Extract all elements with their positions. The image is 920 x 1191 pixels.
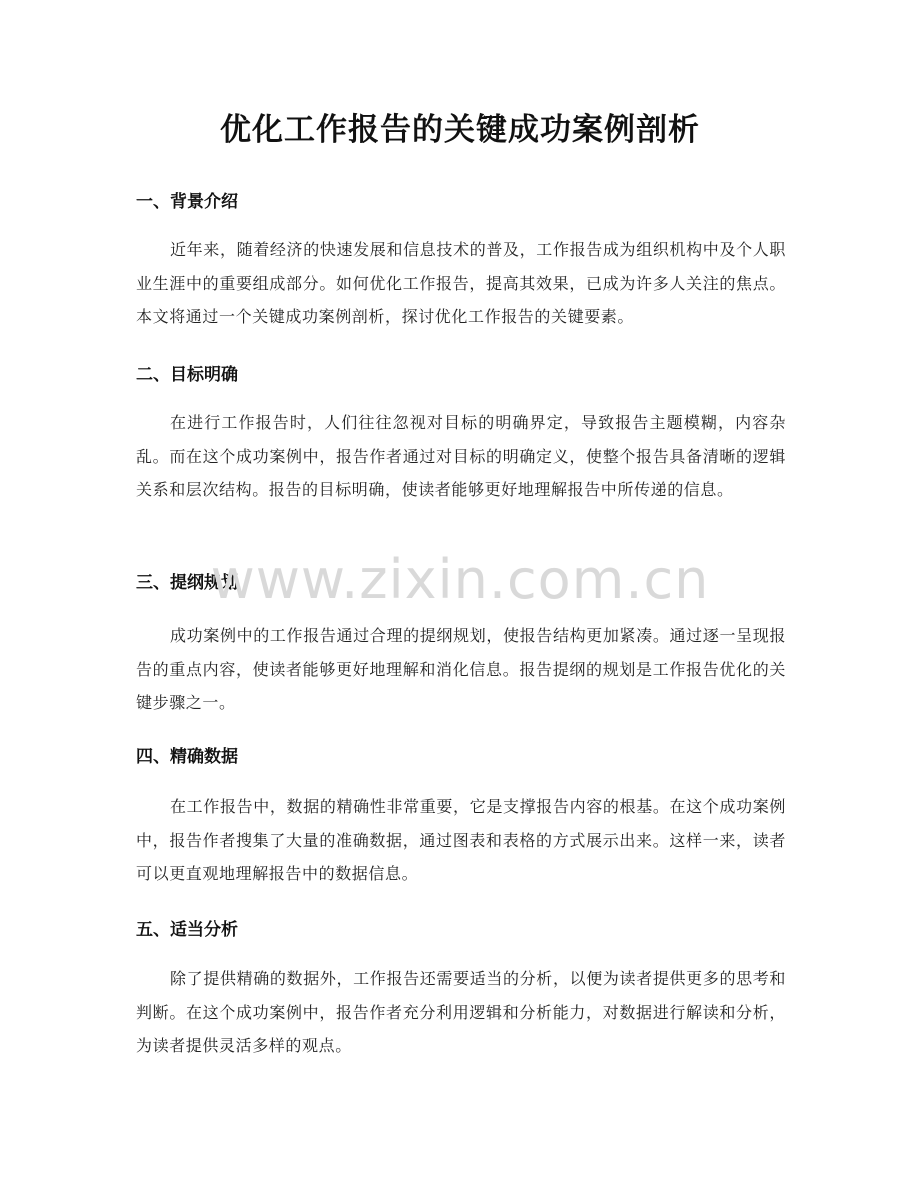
document-title: 优化工作报告的关键成功案例剖析	[220, 112, 700, 148]
section-body-data: 在工作报告中，数据的精确性非常重要，它是支撑报告内容的根基。在这个成功案例中，报告作者搜集了大量的准确数据，通过图表和表格的方式展示出来。这样一来，读者可以更直观地理解报告中的数据信息。	[136, 797, 786, 883]
section-body-outline: 成功案例中的工作报告通过合理的提纲规划，使报告结构更加紧凑。通过逐一呈现报告的重点内容，使读者能够更好地理解和消化信息。报告提纲的规划是工作报告优化的关键步骤之一。	[136, 626, 786, 712]
section-body-background: 近年来，随着经济的快速发展和信息技术的普及，工作报告成为组织机构中及个人职业生涯中的重要组成部分。如何优化工作报告，提高其效果，已成为许多人关注的焦点。本文将通过一个关键成功案例剖析，探讨优化工作报告的关键要素。	[136, 240, 786, 326]
section-body-goals: 在进行工作报告时，人们往往忽视对目标的明确界定，导致报告主题模糊，内容杂乱。而在这个成功案例中，报告作者通过对目标的明确定义，使整个报告具备清晰的逻辑关系和层次结构。报告的目标明确，使读者能够更好地理解报告中所传递的信息。	[136, 413, 786, 499]
section-heading-outline: 三、提纲规划	[136, 573, 238, 593]
section-heading-analysis: 五、适当分析	[136, 920, 238, 940]
section-body-analysis: 除了提供精确的数据外，工作报告还需要适当的分析，以便为读者提供更多的思考和判断。在这个成功案例中，报告作者充分利用逻辑和分析能力，对数据进行解读和分析，为读者提供灵活多样的观点。	[136, 969, 786, 1055]
watermark: www.zixin.com.cn	[210, 548, 710, 611]
section-heading-background: 一、背景介绍	[136, 192, 238, 212]
section-heading-goals: 二、目标明确	[136, 365, 238, 385]
section-heading-data: 四、精确数据	[136, 747, 238, 767]
